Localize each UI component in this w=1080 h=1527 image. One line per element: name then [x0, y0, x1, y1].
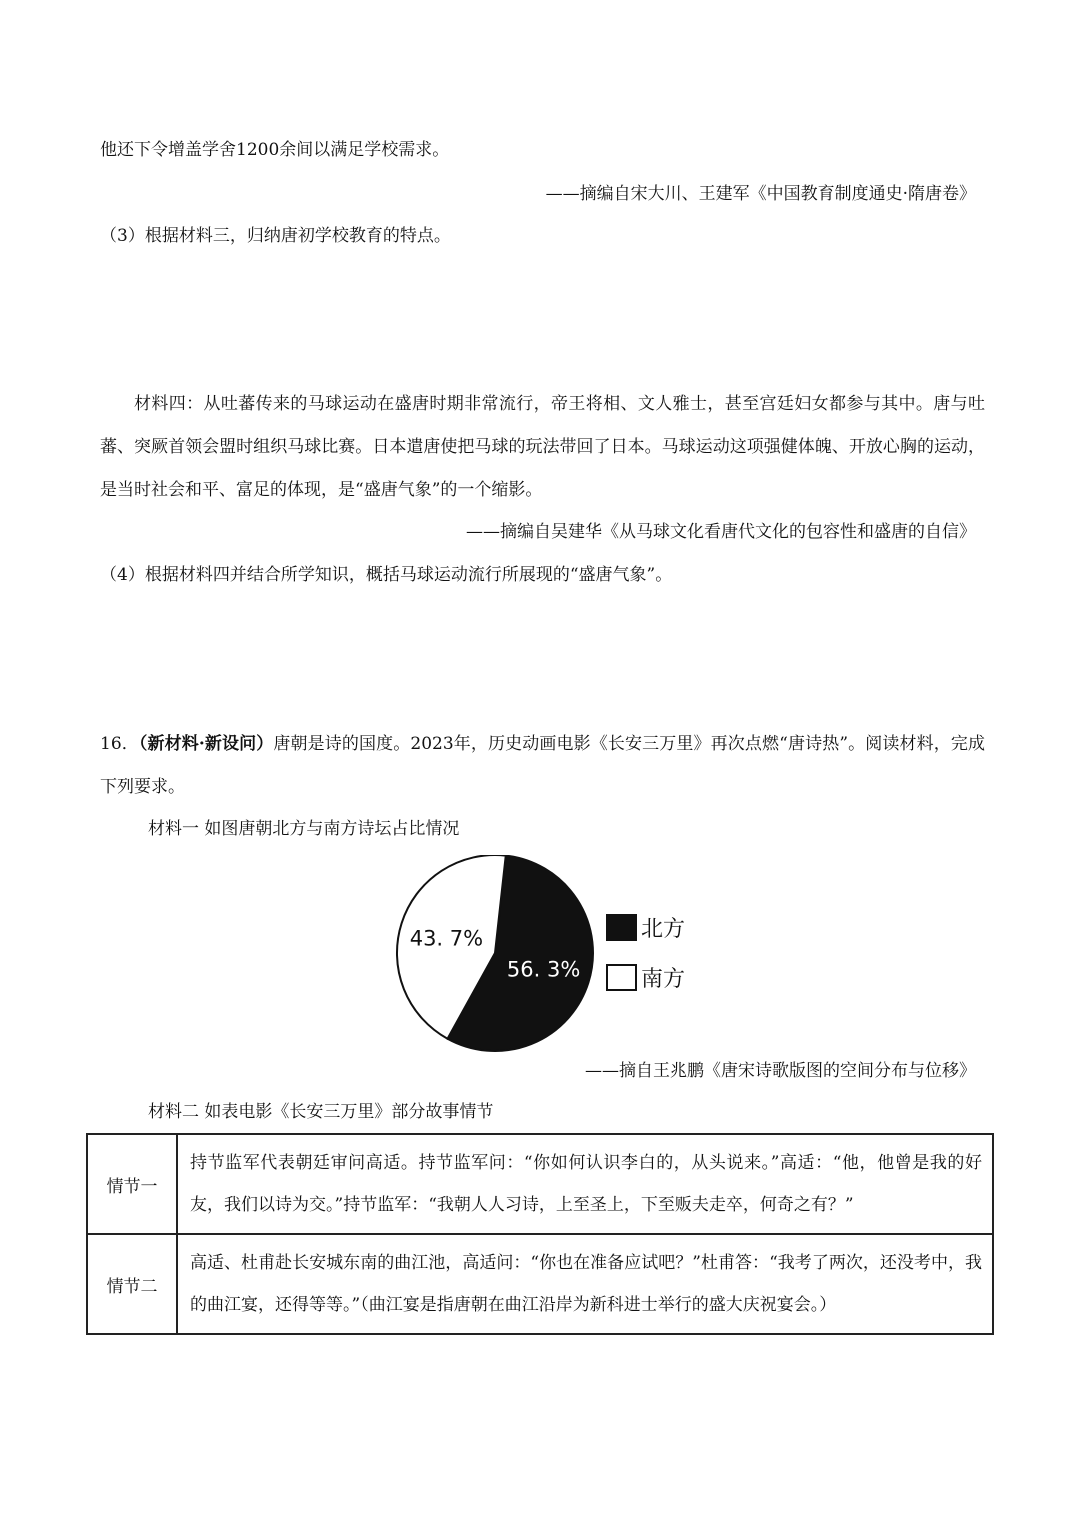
question-16-number: 16．: [100, 734, 139, 754]
story-row-label: 情节二: [87, 1234, 177, 1334]
question-3: （3）根据材料三，归纳唐初学校教育的特点。: [100, 226, 451, 246]
pie-chart: [385, 855, 715, 1055]
question-16: [100, 723, 985, 809]
material4-source: ——摘编自吴建华《从马球文化看唐代文化的包容性和盛唐的自信》: [466, 522, 976, 542]
story-row: [87, 1234, 993, 1334]
story-row-text: 持节监军代表朝廷审问高适。持节监军问：“你如何认识李白的，从头说来。”高适：“他，他曾是我的好友，我们以诗为交。”持节监军：“我朝人人习诗，上至圣上，下至贩夫走卒，何奇之有？”: [177, 1134, 993, 1234]
story-row-label: 情节一: [87, 1134, 177, 1234]
legend-label-north: 北方: [641, 917, 686, 942]
material4-text: 材料四：从吐蕃传来的马球运动在盛唐时期非常流行，帝王将相、文人雅士，甚至宫廷妇女都参与其中。唐与吐蕃、突厥首领会盟时组织马球比赛。日本遣唐使把马球的玩法带回了日本。马球运动这项强健体魄、开放心胸的运动，是当时社会和平、富足的体现，是“盛唐气象”的一个缩影。: [100, 394, 985, 500]
material16-2-caption: 材料二 如表电影《长安三万里》部分故事情节: [148, 1102, 494, 1122]
material3-source: ——摘编自宋大川、王建军《中国教育制度通史·隋唐卷》: [545, 184, 976, 204]
story-table: [86, 1133, 994, 1335]
legend-label-south: 南方: [641, 967, 686, 992]
pie-label-north: 56. 3%: [506, 957, 581, 982]
material16-1-source: ——摘自王兆鹏《唐宋诗歌版图的空间分布与位移》: [585, 1061, 976, 1081]
question-4: （4）根据材料四并结合所学知识，概括马球运动流行所展现的“盛唐气象”。: [100, 565, 673, 585]
legend-swatch-south: [607, 965, 636, 990]
material3-last-line: 他还下令增盖学舍1200余间以满足学校需求。: [100, 140, 450, 160]
question-16-text: 唐朝是诗的国度。2023年，历史动画电影《长安三万里》再次点燃“唐诗热”。阅读材料，完成下列要求。: [100, 734, 985, 797]
material16-1-caption: 材料一 如图唐朝北方与南方诗坛占比情况: [148, 819, 460, 839]
legend-swatch-north: [607, 915, 636, 940]
story-row-text: 高适、杜甫赴长安城东南的曲江池，高适问：“你也在准备应试吧？”杜甫答：“我考了两次，还没考中，我的曲江宴，还得等等。”（曲江宴是指唐朝在曲江沿岸为新科进士举行的盛大庆祝宴会。）: [177, 1234, 993, 1334]
pie-label-south: 43. 7%: [409, 926, 484, 951]
story-row: [87, 1134, 993, 1234]
question-16-tag: （新材料·新设问）: [138, 734, 274, 754]
